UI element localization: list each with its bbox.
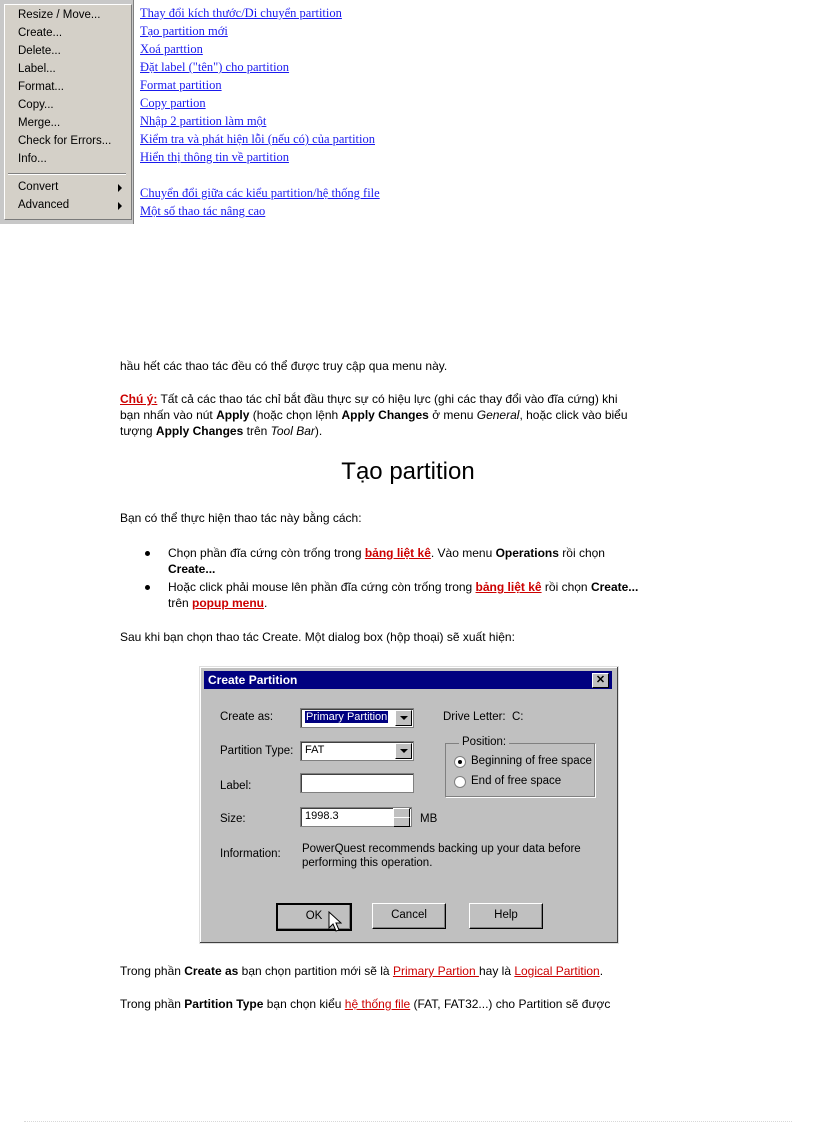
apply-changes-term: Apply Changes (341, 408, 429, 422)
para-text: bạn chọn partition mới sẽ là (238, 964, 393, 978)
menu-item-convert[interactable]: Convert (18, 181, 59, 193)
desc-delete[interactable]: Xoá parttion (140, 42, 203, 56)
bullet-item-2 (168, 579, 638, 611)
create-partition-dialog (199, 666, 619, 944)
radio-end[interactable] (454, 776, 466, 788)
label-input[interactable] (300, 773, 414, 793)
create-as-value: Primary Partition (306, 711, 388, 723)
menu-item-label[interactable]: Label... (18, 63, 56, 75)
partition-type-label: Partition Type: (220, 745, 294, 757)
label-field-label: Label: (220, 780, 252, 792)
bullet-item-1 (168, 545, 605, 577)
general-menu-term: General (476, 408, 520, 422)
para-text: Trong phần (120, 964, 185, 978)
create-term: Create... (168, 562, 216, 576)
menu-item-delete[interactable]: Delete... (18, 45, 61, 57)
para-text: (FAT, FAT32...) cho Partition sẽ được (410, 997, 611, 1011)
create-as-label: Create as: (220, 711, 274, 723)
paragraph-create-as (120, 963, 603, 979)
menu-item-check-errors[interactable]: Check for Errors... (18, 135, 112, 147)
toolbar-term: Tool Bar (270, 424, 315, 438)
information-line-1: PowerQuest recommends backing up your data before (302, 843, 581, 855)
note-text: Tất cả các thao tác chỉ bắt đầu thực sự có hiệu lực (ghi các thay đổi vào đĩa cứng) khi (157, 392, 618, 406)
desc-copy[interactable]: Copy partion (140, 96, 206, 110)
partition-type-value: FAT (305, 744, 325, 756)
bullet-icon (145, 585, 150, 590)
para-text: Trong phần (120, 997, 185, 1011)
page-bottom-rule (24, 1121, 792, 1122)
paragraph-menu-access: hầu hết các thao tác đều có thể được truy cập qua menu này. (120, 359, 448, 373)
bullet-text: rồi chọn (558, 546, 605, 560)
size-input[interactable] (300, 807, 412, 827)
note-text: ). (314, 424, 323, 438)
chevron-down-icon[interactable] (395, 710, 412, 726)
desc-convert[interactable]: Chuyển đổi giữa các kiểu partition/hệ thống file (140, 186, 380, 200)
note-text: trên (243, 424, 271, 438)
paragraph-dialog-intro: Sau khi bạn chọn thao tác Create. Một dialog box (hộp thoại) sẽ xuất hiện: (120, 630, 515, 644)
para-text: . (599, 964, 604, 978)
desc-advanced[interactable]: Một số thao tác nâng cao (140, 204, 266, 218)
list-table-link[interactable]: bảng liệt kê (364, 546, 431, 560)
menu-item-merge[interactable]: Merge... (18, 117, 61, 129)
information-line-2: performing this operation. (302, 857, 433, 869)
position-legend: Position: (459, 736, 509, 748)
ok-button[interactable]: OK (276, 903, 352, 931)
note-text: ở menu (428, 408, 477, 422)
desc-merge[interactable]: Nhập 2 partition làm một (140, 114, 267, 128)
para-text: bạn chọn kiểu (263, 997, 345, 1011)
note-label: Chú ý: (120, 392, 158, 406)
size-label: Size: (220, 813, 246, 825)
radio-beginning[interactable] (454, 756, 466, 768)
note-text: bạn nhấn vào nút (120, 408, 217, 422)
note-text: (hoặc chọn lệnh (249, 408, 342, 422)
spin-down-icon[interactable] (393, 817, 410, 827)
menu-item-resize-move[interactable]: Resize / Move... (18, 9, 101, 21)
partition-type-term: Partition Type (184, 997, 264, 1011)
note-text: , hoặc click vào biểu (519, 408, 628, 422)
bullet-text: trên (168, 596, 193, 610)
menu-separator (8, 173, 126, 175)
help-button[interactable]: Help (469, 903, 543, 929)
create-as-term: Create as (184, 964, 239, 978)
popup-menu-link[interactable]: popup menu (192, 596, 265, 610)
note-text: tượng (120, 424, 156, 438)
menu-item-info[interactable]: Info... (18, 153, 47, 165)
operations-term: Operations (495, 546, 559, 560)
bullet-text: . (264, 596, 268, 610)
desc-check-errors[interactable]: Kiểm tra và phát hiện lỗi (nếu có) của partition (140, 132, 375, 146)
size-unit: MB (420, 813, 438, 825)
submenu-arrow-icon (118, 202, 122, 210)
apply-term: Apply (216, 408, 250, 422)
operations-menu-figure (0, 0, 402, 224)
radio-beginning-label[interactable]: Beginning of free space (471, 755, 592, 767)
para-text: hay là (478, 964, 515, 978)
close-icon[interactable]: ✕ (592, 673, 609, 688)
drive-letter-label: Drive Letter: (443, 711, 506, 723)
list-table-link[interactable]: bảng liệt kê (475, 580, 542, 594)
radio-end-label[interactable]: End of free space (471, 775, 562, 787)
menu-item-create[interactable]: Create... (18, 27, 63, 39)
partition-type-select[interactable] (300, 741, 414, 761)
dialog-title-bar[interactable] (204, 671, 612, 689)
menu-item-advanced[interactable]: Advanced (18, 199, 70, 211)
bullet-text: . Vào menu (430, 546, 496, 560)
desc-create[interactable]: Tạo partition mới (140, 24, 228, 38)
menu-item-copy[interactable]: Copy... (18, 99, 54, 111)
dialog-title: Create Partition (208, 673, 298, 687)
submenu-arrow-icon (118, 184, 122, 192)
paragraph-partition-type (120, 996, 610, 1012)
paragraph-intro: Bạn có thể thực hiện thao tác này bằng cách: (120, 511, 362, 525)
bullet-text: Chọn phần đĩa cứng còn trống trong (168, 546, 365, 560)
create-term: Create... (590, 580, 639, 594)
bullet-text: Hoặc click phải mouse lên phần đĩa cứng còn trống trong (168, 580, 476, 594)
desc-info[interactable]: Hiển thị thông tin về partition (140, 150, 289, 164)
bullet-text: rồi chọn (541, 580, 591, 594)
menu-item-format[interactable]: Format... (18, 81, 65, 93)
desc-label[interactable]: Đặt label ("tên") cho partition (140, 60, 290, 74)
position-group (445, 736, 595, 797)
desc-format[interactable]: Format partition (140, 78, 222, 92)
information-label: Information: (220, 848, 281, 860)
cancel-button[interactable]: Cancel (372, 903, 446, 929)
apply-changes-term: Apply Changes (155, 424, 244, 438)
section-heading: Tạo partition (341, 458, 475, 485)
desc-resize-move[interactable]: Thay đổi kích thước/Di chuyển partition (140, 6, 342, 20)
logical-partition-link[interactable]: Logical Partition (514, 964, 600, 978)
chevron-down-icon[interactable] (395, 743, 412, 759)
note-paragraph (120, 391, 628, 439)
file-system-link[interactable]: hệ thống file (344, 997, 411, 1011)
bullet-icon (145, 551, 150, 556)
primary-partition-link[interactable]: Primary Partion (392, 964, 479, 978)
size-value: 1998.3 (305, 810, 339, 822)
mouse-cursor-icon (328, 911, 342, 933)
operations-menu (0, 0, 134, 224)
create-as-select[interactable] (300, 708, 414, 728)
drive-letter-value: C: (512, 711, 524, 723)
radio-selected-icon (458, 760, 462, 764)
